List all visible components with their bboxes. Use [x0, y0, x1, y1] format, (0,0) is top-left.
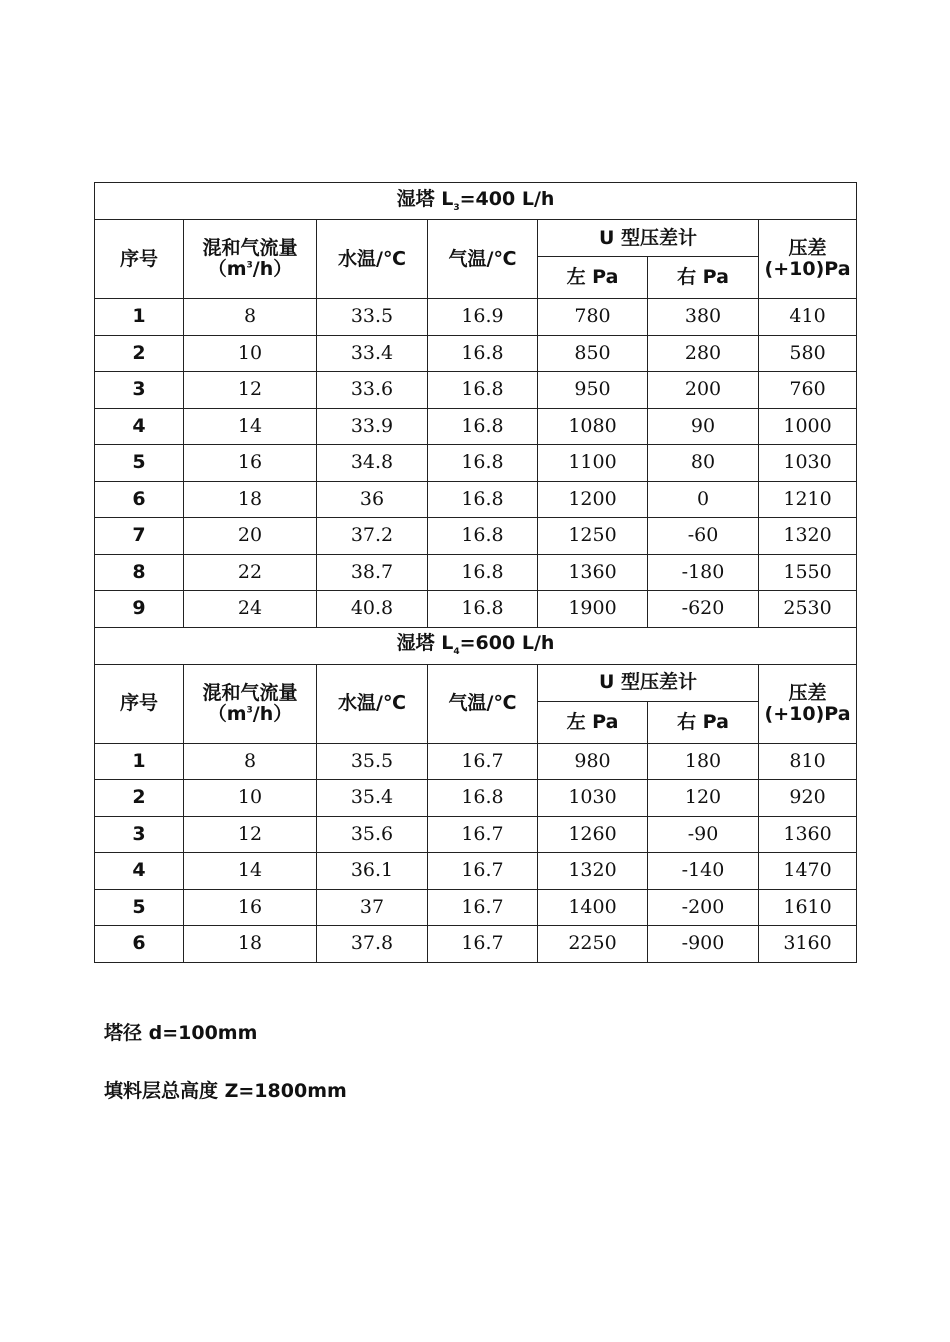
cell-seq: 6 [95, 481, 184, 518]
cell-pressure-diff: 920 [759, 780, 857, 817]
table2-title-row [95, 627, 857, 664]
cell-flow: 24 [184, 591, 317, 628]
cell-pressure-diff: 810 [759, 743, 857, 780]
cell-right: -620 [648, 591, 759, 628]
table2-title: 湿塔 $L_4=600$ L/h [95, 627, 857, 664]
table2-header-row [95, 664, 857, 701]
tower-diameter-note: 塔径 d=100mm [104, 1022, 258, 1044]
table-row [95, 518, 857, 555]
header-left: 左 Pa [538, 257, 648, 299]
cell-left: 950 [538, 372, 648, 409]
cell-flow: 12 [184, 816, 317, 853]
cell-seq: 1 [95, 299, 184, 336]
cell-gas-temp: 16.7 [428, 926, 538, 963]
cell-right: -90 [648, 816, 759, 853]
table-row [95, 853, 857, 890]
header-seq: 序号 [95, 664, 184, 743]
cell-left: 1250 [538, 518, 648, 555]
cell-seq: 5 [95, 445, 184, 482]
cell-right: 80 [648, 445, 759, 482]
cell-water-temp: 40.8 [317, 591, 428, 628]
table-row [95, 926, 857, 963]
header-flow: 混和气流量 $(m^3/h)$ [184, 664, 317, 743]
header-u-meter: U 型压差计 [538, 220, 759, 257]
cell-left: 1100 [538, 445, 648, 482]
cell-left: 1200 [538, 481, 648, 518]
table-row [95, 889, 857, 926]
cell-pressure-diff: 3160 [759, 926, 857, 963]
table-row [95, 554, 857, 591]
cell-pressure-diff: 2530 [759, 591, 857, 628]
cell-pressure-diff: 1030 [759, 445, 857, 482]
cell-seq: 2 [95, 780, 184, 817]
cell-left: 1360 [538, 554, 648, 591]
cell-water-temp: 33.5 [317, 299, 428, 336]
cell-flow: 16 [184, 889, 317, 926]
header-gas-temp: 气温/℃ [428, 220, 538, 299]
cell-flow: 10 [184, 335, 317, 372]
table-row [95, 591, 857, 628]
header-pressure-diff: 压差 (+10)Pa [759, 664, 857, 743]
cell-gas-temp: 16.8 [428, 372, 538, 409]
cell-seq: 9 [95, 591, 184, 628]
cell-gas-temp: 16.7 [428, 853, 538, 890]
cell-seq: 8 [95, 554, 184, 591]
cell-seq: 5 [95, 889, 184, 926]
cell-seq: 3 [95, 372, 184, 409]
header-right: 右 Pa [648, 701, 759, 743]
table-row [95, 299, 857, 336]
cell-gas-temp: 16.8 [428, 780, 538, 817]
cell-gas-temp: 16.9 [428, 299, 538, 336]
cell-water-temp: 38.7 [317, 554, 428, 591]
cell-water-temp: 37.2 [317, 518, 428, 555]
cell-pressure-diff: 1360 [759, 816, 857, 853]
cell-right: -180 [648, 554, 759, 591]
table1-title: 湿塔 $L_3=400$ L/h [95, 183, 857, 220]
cell-left: 1320 [538, 853, 648, 890]
cell-gas-temp: 16.8 [428, 335, 538, 372]
cell-gas-temp: 16.8 [428, 554, 538, 591]
table-row [95, 445, 857, 482]
header-u-meter: U 型压差计 [538, 664, 759, 701]
table1-header-row [95, 220, 857, 257]
cell-gas-temp: 16.7 [428, 889, 538, 926]
cell-right: -900 [648, 926, 759, 963]
cell-seq: 3 [95, 816, 184, 853]
header-right: 右 Pa [648, 257, 759, 299]
cell-flow: 20 [184, 518, 317, 555]
cell-flow: 16 [184, 445, 317, 482]
cell-gas-temp: 16.8 [428, 445, 538, 482]
cell-flow: 14 [184, 853, 317, 890]
cell-gas-temp: 16.8 [428, 481, 538, 518]
table-row [95, 780, 857, 817]
table-row [95, 481, 857, 518]
cell-water-temp: 33.9 [317, 408, 428, 445]
header-seq: 序号 [95, 220, 184, 299]
header-water-temp: 水温/℃ [317, 220, 428, 299]
cell-seq: 1 [95, 743, 184, 780]
cell-water-temp: 34.8 [317, 445, 428, 482]
data-table [94, 182, 857, 963]
cell-seq: 4 [95, 408, 184, 445]
packing-height-note: 填料层总高度 Z=1800mm [104, 1080, 347, 1102]
cell-left: 850 [538, 335, 648, 372]
cell-pressure-diff: 1550 [759, 554, 857, 591]
table-row [95, 743, 857, 780]
header-flow: 混和气流量 $(m^3/h)$ [184, 220, 317, 299]
cell-seq: 2 [95, 335, 184, 372]
cell-pressure-diff: 760 [759, 372, 857, 409]
cell-water-temp: 33.4 [317, 335, 428, 372]
cell-right: 120 [648, 780, 759, 817]
cell-water-temp: 37.8 [317, 926, 428, 963]
cell-water-temp: 35.4 [317, 780, 428, 817]
cell-right: -200 [648, 889, 759, 926]
header-left: 左 Pa [538, 701, 648, 743]
cell-left: 1900 [538, 591, 648, 628]
cell-right: 200 [648, 372, 759, 409]
cell-flow: 18 [184, 926, 317, 963]
cell-seq: 6 [95, 926, 184, 963]
cell-right: 280 [648, 335, 759, 372]
cell-gas-temp: 16.8 [428, 408, 538, 445]
cell-left: 1260 [538, 816, 648, 853]
cell-water-temp: 33.6 [317, 372, 428, 409]
header-pressure-diff: 压差 (+10)Pa [759, 220, 857, 299]
cell-left: 980 [538, 743, 648, 780]
cell-pressure-diff: 410 [759, 299, 857, 336]
cell-gas-temp: 16.7 [428, 743, 538, 780]
cell-flow: 22 [184, 554, 317, 591]
cell-water-temp: 35.6 [317, 816, 428, 853]
cell-pressure-diff: 1610 [759, 889, 857, 926]
cell-gas-temp: 16.8 [428, 591, 538, 628]
cell-right: 90 [648, 408, 759, 445]
table-row [95, 816, 857, 853]
cell-seq: 7 [95, 518, 184, 555]
cell-pressure-diff: 1210 [759, 481, 857, 518]
cell-gas-temp: 16.8 [428, 518, 538, 555]
cell-gas-temp: 16.7 [428, 816, 538, 853]
cell-right: -60 [648, 518, 759, 555]
cell-pressure-diff: 1470 [759, 853, 857, 890]
cell-flow: 8 [184, 299, 317, 336]
cell-pressure-diff: 580 [759, 335, 857, 372]
cell-right: 380 [648, 299, 759, 336]
cell-flow: 14 [184, 408, 317, 445]
table-row [95, 335, 857, 372]
cell-right: 0 [648, 481, 759, 518]
cell-left: 1400 [538, 889, 648, 926]
table-row [95, 372, 857, 409]
cell-water-temp: 36.1 [317, 853, 428, 890]
cell-flow: 18 [184, 481, 317, 518]
header-gas-temp: 气温/℃ [428, 664, 538, 743]
cell-water-temp: 36 [317, 481, 428, 518]
table-row [95, 408, 857, 445]
cell-pressure-diff: 1320 [759, 518, 857, 555]
table1-title-row [95, 183, 857, 220]
header-water-temp: 水温/℃ [317, 664, 428, 743]
cell-left: 780 [538, 299, 648, 336]
cell-seq: 4 [95, 853, 184, 890]
table2-body [95, 743, 857, 962]
cell-pressure-diff: 1000 [759, 408, 857, 445]
cell-right: -140 [648, 853, 759, 890]
cell-flow: 10 [184, 780, 317, 817]
cell-flow: 8 [184, 743, 317, 780]
table1-body [95, 299, 857, 628]
cell-water-temp: 35.5 [317, 743, 428, 780]
cell-left: 2250 [538, 926, 648, 963]
cell-flow: 12 [184, 372, 317, 409]
cell-left: 1080 [538, 408, 648, 445]
cell-water-temp: 37 [317, 889, 428, 926]
cell-right: 180 [648, 743, 759, 780]
cell-left: 1030 [538, 780, 648, 817]
